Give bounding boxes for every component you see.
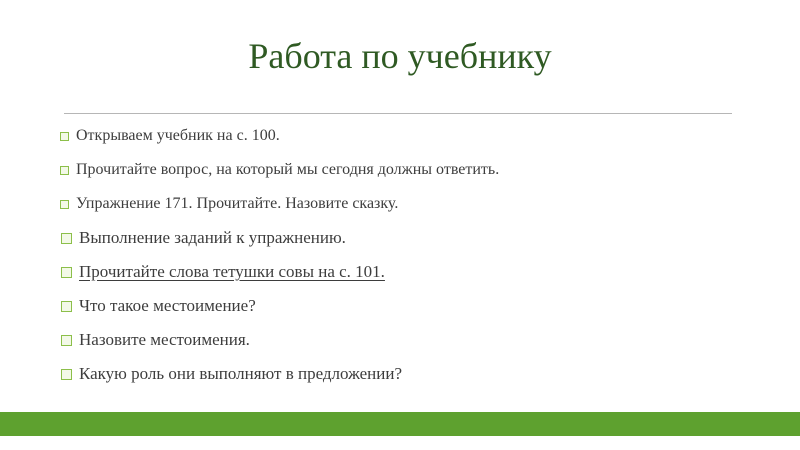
bullet-text: Упражнение 171. Прочитайте. Назовите сказку. (76, 195, 399, 212)
bullet-text: Выполнение заданий к упражнению. (79, 228, 346, 247)
square-bullet-icon (60, 132, 69, 141)
bullet-text: Что такое местоимение? (79, 296, 256, 315)
square-bullet-icon (61, 233, 72, 244)
list-item (58, 289, 758, 323)
bullet-text: Какую роль они выполняют в предложении? (79, 364, 403, 383)
list-item (58, 187, 758, 221)
square-bullet-icon (61, 335, 72, 346)
bullet-list (58, 119, 758, 391)
square-bullet-icon (60, 166, 69, 175)
footer-accent-bar (0, 412, 800, 436)
slide-title: Работа по учебнику (248, 36, 552, 76)
bullet-link-text[interactable]: Прочитайте слова тетушки совы на с. 101. (79, 262, 385, 281)
title-divider (64, 113, 732, 114)
square-bullet-icon (60, 200, 69, 209)
square-bullet-icon (61, 369, 72, 380)
square-bullet-icon (61, 267, 72, 278)
bullet-text: Прочитайте вопрос, на который мы сегодня должны ответить. (76, 161, 500, 178)
list-item (58, 119, 758, 153)
list-item (58, 323, 758, 357)
square-bullet-icon (61, 301, 72, 312)
bullet-text: Открываем учебник на с. 100. (76, 127, 280, 144)
list-item (58, 153, 758, 187)
list-item (58, 255, 758, 289)
bullet-text: Назовите местоимения. (79, 330, 250, 349)
list-item (58, 221, 758, 255)
list-item (58, 357, 758, 391)
